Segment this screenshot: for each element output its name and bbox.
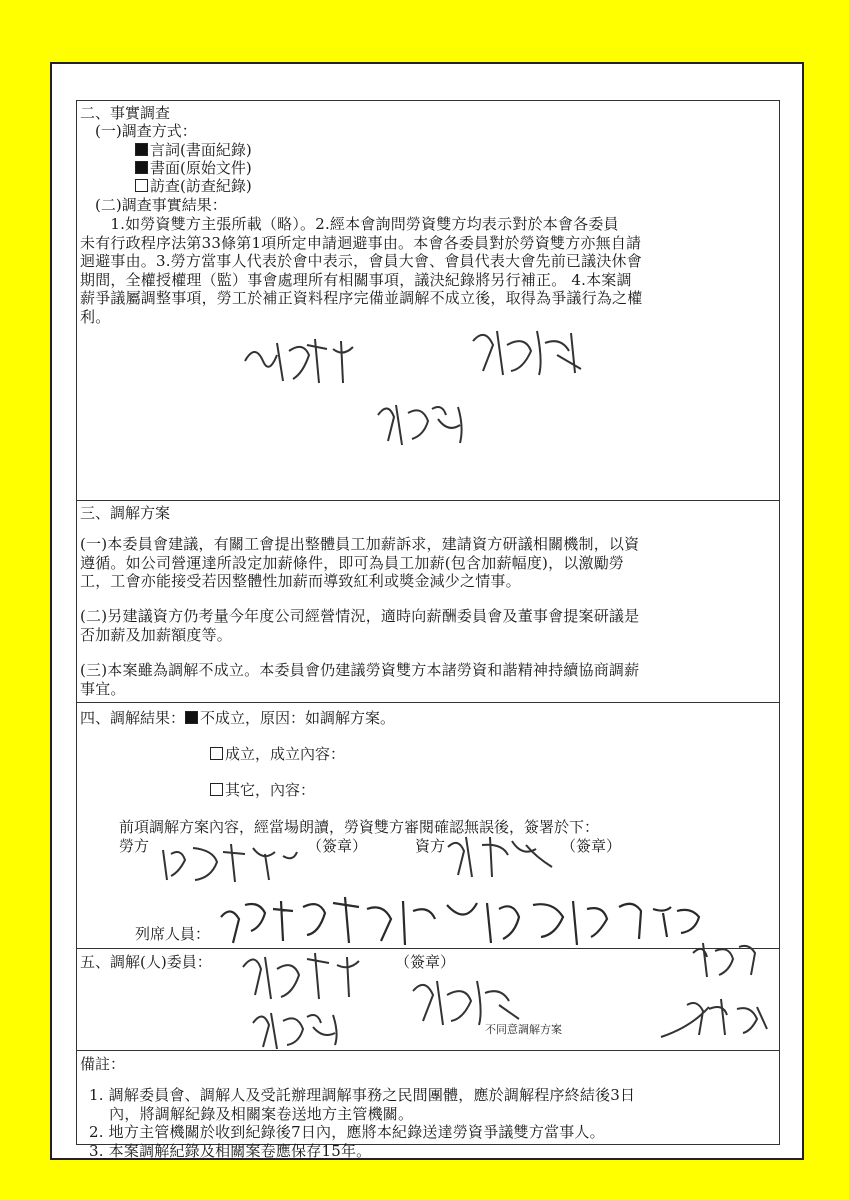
checkbox-checked: [185, 711, 198, 724]
result-option: 其它，內容：: [210, 781, 315, 799]
handwritten-signature: [237, 331, 367, 391]
method-title: (一)調查方式：: [95, 122, 197, 140]
section-mediation-plan: [77, 501, 779, 703]
attendees-label: 列席人員：: [135, 925, 211, 943]
plan-item-3: (三)本案雖為調解不成立。本委員會仍建議勞資雙方本諸勞資和諧精神持續協商調薪 事宜。: [80, 661, 640, 698]
handwritten-signature: [247, 1003, 357, 1051]
capital-label: 資方: [415, 837, 446, 855]
stamp-note: 不同意調解方案: [485, 1023, 562, 1036]
handwritten-signature: [372, 391, 482, 451]
result-title: (二)調查事實結果：: [95, 196, 227, 214]
section-mediation-result: [77, 703, 779, 949]
section-title: 二、事實調查: [80, 104, 171, 122]
capital-sign-label: （簽章）: [561, 837, 622, 855]
mediator-sign-label: （簽章）: [395, 953, 456, 971]
notes-list: 1. 調解委員會、調解人及受託辦理調解事務之民間團體，應於調解程序終結後3日 內，將調解紀錄及相關案卷送地方主管機關。 2. 地方主管機關於收到紀錄後7日內，應將本紀錄送達勞資爭議雙方當事人。 3. 本案調解紀錄及相關案卷應保存15年。: [89, 1086, 636, 1160]
checkbox-empty: [210, 783, 223, 796]
method-option: 言詞(書面紀錄): [135, 141, 252, 159]
handwritten-signature: [157, 838, 307, 888]
handwritten-signature: [217, 893, 717, 949]
labor-sign-label: （簽章）: [307, 837, 368, 855]
result-option: 成立，成立內容：: [210, 745, 345, 763]
section-title: 五、調解(人)委員：: [80, 953, 212, 971]
section-mediators: [77, 949, 779, 1051]
result-option: 四、調解結果： 不成立，原因：如調解方案。: [80, 709, 396, 727]
plan-item-1: (一)本委員會建議，有關工會提出整體員工加薪訴求，建請資方研議相關機制，以資 遵循。如公司營運達所設定加薪條件，即可為員工加薪(包含加薪幅度)，以激勵勞 工，工會亦能接受若因整體性加薪而導致紅利或獎金減少之情事。: [80, 535, 640, 590]
confirm-text: 前項調解方案內容，經當場朗讀，勞資雙方審閱確認無誤後，簽署於下：: [119, 818, 600, 836]
notes-title: 備註：: [80, 1055, 126, 1073]
method-option: 訪查(訪查紀錄): [135, 177, 252, 195]
handwritten-signature: [467, 321, 597, 381]
result-text: 1.如勞資雙方主張所載（略）。2.經本會詢問勞資雙方均表示對於本會各委員 未有行政程序法第33條第1項所定申請迴避事由。本會各委員對於勞資雙方亦無自請 迴避事由。3.勞方當事人代表於會中表示，會員大會、會員代表大會先前已議決休會 期間，全權授權理（監）事會處理所有相關事項，議決紀錄將另行補正。 4.本案調 薪爭議屬調整事項，勞工於補正資料程序完備並調解不成立後，取得為爭議行為之權 利。: [80, 215, 643, 326]
section-title: 三、調解方案: [80, 504, 171, 522]
checkbox-checked: [135, 143, 148, 156]
section-notes: [77, 1051, 779, 1160]
checkbox-checked: [135, 161, 148, 174]
handwritten-signature: [687, 933, 767, 983]
section-fact-investigation: [77, 101, 779, 501]
method-option: 書面(原始文件): [135, 159, 252, 177]
document-sheet: [50, 62, 804, 1160]
checkbox-empty: [135, 179, 148, 192]
record-form: [76, 100, 780, 1160]
labor-label: 勞方: [119, 837, 150, 855]
plan-item-2: (二)另建議資方仍考量今年度公司經營情況，適時向薪酬委員會及董事會提案研議是 否加薪及加薪額度等。: [80, 607, 640, 644]
handwritten-signature: [442, 831, 572, 881]
handwritten-signature: [237, 947, 377, 1003]
handwritten-signature: [657, 989, 777, 1045]
checkbox-empty: [210, 747, 223, 760]
